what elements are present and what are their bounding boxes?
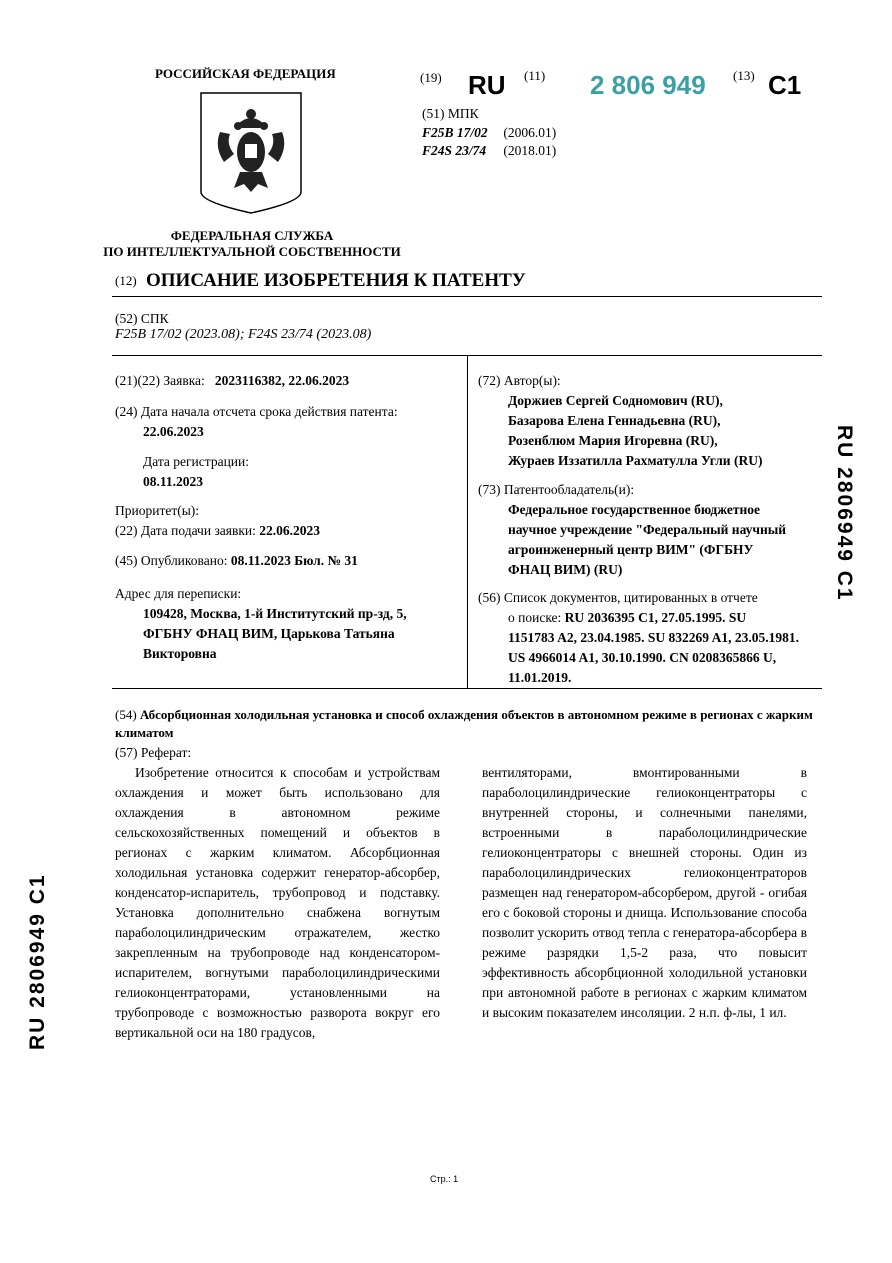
authors-label: (72) Автор(ы): <box>478 373 561 388</box>
owner-field <box>478 480 786 580</box>
published-value: 08.11.2023 Бюл. № 31 <box>230 553 358 568</box>
cited-doc-line: US 4966014 A1, 30.10.1990. CN 0208365866 U, <box>508 650 777 665</box>
filing-value: 22.06.2023 <box>259 523 321 538</box>
abstract-column-left: Изобретение относится к способам и устройствам охлаждения и может быть использовано для охлаждения в автономном режиме сельскохозяйственных помещений и объектов в регионах с жарким климатом. Абсорбционная холодильная установка содержит генератор-абсорбер, конденсатор-испаритель, трубопровод и подставку. Установка дополнительно снабжена вогнутым параболоцилиндрическим отражателем, жестко закрепленным на трубопроводе над конденсатором-испарителем, вогнутыми параболоцилиндрическими гелиоконцентраторами, установленными на трубопроводе с возможностью разворота вокруг его вертикальной оси на 180 градусов, <box>115 765 440 1040</box>
filing-label: (22) Дата подачи заявки: <box>115 523 256 538</box>
patent-number: 2 806 949 <box>590 70 706 100</box>
patent-office-name <box>96 228 408 260</box>
registration-field <box>143 452 249 492</box>
title-divider <box>112 296 822 297</box>
doc-title-code: (12) <box>115 273 137 288</box>
author-name: Розенблюм Мария Игоревна (RU), <box>508 433 718 448</box>
author-name: Жураев Иззатилла Рахматулла Угли (RU) <box>508 453 763 468</box>
priority-field <box>115 501 320 541</box>
published-label: (45) Опубликовано: <box>115 553 228 568</box>
application-label: (21)(22) Заявка: <box>115 373 205 388</box>
priority-label: Приоритет(ы): <box>115 503 200 518</box>
term-value: 22.06.2023 <box>143 424 204 439</box>
doc-title: ОПИСАНИЕ ИЗОБРЕТЕНИЯ К ПАТЕНТУ <box>146 270 526 291</box>
office-line-2: ПО ИНТЕЛЛЕКТУАЛЬНОЙ СОБСТВЕННОСТИ <box>103 244 401 259</box>
margin-code-left: RU 2806949 C1 <box>26 873 49 1050</box>
ipc-date: (2018.01) <box>503 143 557 158</box>
owner-label: (73) Патентообладатель(и): <box>478 482 635 497</box>
office-line-1: ФЕДЕРАЛЬНАЯ СЛУЖБА <box>170 228 334 243</box>
code-11: (11) <box>524 68 546 83</box>
owner-line: ФНАЦ ВИМ) (RU) <box>508 562 623 577</box>
ipc-list <box>422 124 556 160</box>
term-label: (24) Дата начала отсчета срока действия патента: <box>115 404 398 419</box>
owner-line: Федеральное государственное бюджетное <box>508 502 761 517</box>
address-line: ФГБНУ ФНАЦ ВИМ, Царькова Татьяна <box>143 626 395 641</box>
term-field <box>115 402 398 442</box>
ipc-code: F24S 23/74 <box>422 143 487 158</box>
owner-line: агроинженерный центр ВИМ" (ФГБНУ <box>508 542 754 557</box>
code-13: (13) <box>733 68 755 83</box>
registration-value: 08.11.2023 <box>143 474 204 489</box>
application-value: 2023116382, 22.06.2023 <box>214 373 350 388</box>
russian-coat-of-arms-icon <box>200 92 302 214</box>
cited-documents-field <box>478 588 799 688</box>
abstract-label: (57) Реферат: <box>115 745 192 760</box>
invention-title-code: (54) <box>115 707 137 722</box>
kind-code: C1 <box>768 70 802 100</box>
author-name: Базарова Елена Геннадьевна (RU), <box>508 413 721 428</box>
cited-docs-label: (56) Список документов, цитированных в отчете <box>478 590 758 605</box>
ipc-entry <box>422 124 556 142</box>
abstract-column-right: вентиляторами, вмонтированными в параболоцилиндрические гелиоконцентраторы с внутренней стороны, и солнечными панелями, встроенными в параболоцилиндрические гелиоконцентраторы с внешней стороны. Один из параболоцилиндрических гелиоконцентраторов размещен над генератором-абсорбером, другой - огибая его с боковой стороны и днища. Использование способа позволит ускорить отвод тепла с генератора-абсорбера в режиме разрядки 1,5-2 раза, что повысит эффективность абсорбционной холодильной установки при автономной работе в регионах с жарким климатом и высоким показателем инсоляции. 2 н.п. ф-лы, 1 ил. <box>482 765 807 1020</box>
published-field <box>115 551 358 571</box>
application-field <box>115 371 349 391</box>
ipc-entry <box>422 142 556 160</box>
margin-code-right: RU 2806949 C1 <box>833 425 856 602</box>
cited-doc-line: 1151783 A2, 23.04.1985. SU 832269 A1, 23.05.1981. <box>508 630 800 645</box>
address-label: Адрес для переписки: <box>115 586 242 601</box>
country-name: РОССИЙСКАЯ ФЕДЕРАЦИЯ <box>155 66 336 81</box>
address-line: 109428, Москва, 1-й Институтский пр-зд, 5, <box>143 606 407 621</box>
registration-label: Дата регистрации: <box>143 454 250 469</box>
biblio-column-divider <box>467 355 468 689</box>
page-number: Стр.: 1 <box>430 1174 459 1184</box>
address-line: Викторовна <box>143 646 217 661</box>
cited-docs-label-cont: о поиске: <box>508 610 562 625</box>
author-name: Доржиев Сергей Содномович (RU), <box>508 393 723 408</box>
ipc-label: (51) МПК <box>422 106 479 121</box>
cited-doc-line: RU 2036395 C1, 27.05.1995. SU <box>564 610 747 625</box>
owner-line: научное учреждение "Федеральный научный <box>508 522 787 537</box>
biblio-bottom-divider <box>112 688 822 689</box>
cpc-label: (52) СПК <box>115 311 169 326</box>
invention-title <box>115 706 820 742</box>
invention-title-text: Абсорбционная холодильная установка и способ охлаждения объектов в автономном режиме в регионах с жарким климатом <box>115 707 813 740</box>
address-field <box>115 584 407 664</box>
cited-doc-line: 11.01.2019. <box>508 670 572 685</box>
country-code: RU <box>468 70 506 100</box>
code-19: (19) <box>420 70 442 85</box>
cpc-value: F25B 17/02 (2023.08); F24S 23/74 (2023.08) <box>115 327 372 342</box>
ipc-date: (2006.01) <box>503 125 557 140</box>
ipc-code: F25B 17/02 <box>422 125 488 140</box>
authors-field <box>478 371 762 471</box>
